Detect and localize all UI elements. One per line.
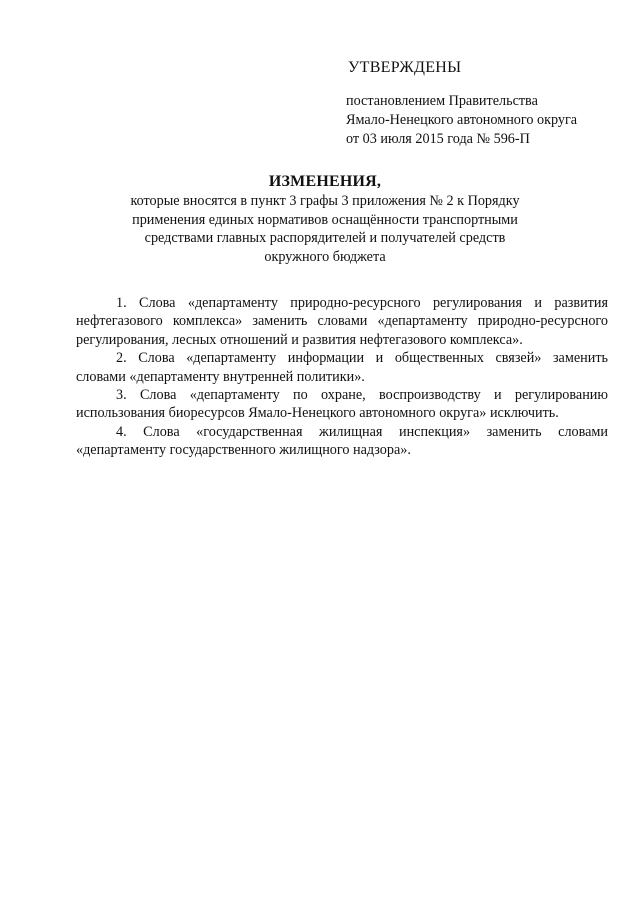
document-heading bbox=[60, 172, 590, 266]
approval-title: УТВЕРЖДЕНЫ bbox=[348, 59, 462, 76]
paragraph-line: словами «департаменту внутренней политики». bbox=[76, 368, 365, 385]
paragraph-line: регулирования, лесных отношений и развития нефтегазового комплекса». bbox=[76, 331, 523, 348]
document-title: ИЗМЕНЕНИЯ, bbox=[268, 173, 382, 190]
paragraph-line: 3. Слова «департаменту по охране, воспроизводству и регулированию bbox=[116, 387, 608, 404]
change-item-1 bbox=[76, 294, 608, 349]
approval-line-resolution: постановлением Правительства bbox=[346, 93, 538, 109]
change-item-3 bbox=[76, 386, 608, 423]
approval-line-date-number: от 03 июля 2015 года № 596-П bbox=[346, 131, 530, 147]
paragraph-line: 4. Слова «государственная жилищная инспекция» заменить словами bbox=[116, 423, 608, 440]
document-subtitle-line: применения единых нормативов оснащённости транспортными bbox=[132, 211, 518, 228]
approval-line-region: Ямало-Ненецкого автономного округа bbox=[346, 112, 578, 128]
approval-block bbox=[346, 58, 626, 149]
document-subtitle-line: средствами главных распорядителей и получателей средств bbox=[144, 230, 506, 246]
document-subtitle-line: окружного бюджета bbox=[264, 248, 386, 265]
change-item-4 bbox=[76, 423, 608, 460]
paragraph-line: 2. Слова «департаменту информации и общественных связей» заменить bbox=[116, 350, 608, 367]
changes-list bbox=[76, 294, 608, 460]
change-item-2 bbox=[76, 349, 608, 386]
paragraph-line: «департаменту государственного жилищного надзора». bbox=[76, 442, 411, 459]
paragraph-line: 1. Слова «департаменту природно-ресурсного регулирования и развития bbox=[116, 295, 608, 311]
paragraph-line: нефтегазового комплекса» заменить словами «департаменту природно-ресурсного bbox=[76, 313, 608, 330]
document-subtitle-line: которые вносятся в пункт 3 графы 3 приложения № 2 к Порядку bbox=[130, 193, 520, 209]
paragraph-line: использования биоресурсов Ямало-Ненецкого автономного округа» исключить. bbox=[76, 405, 559, 422]
